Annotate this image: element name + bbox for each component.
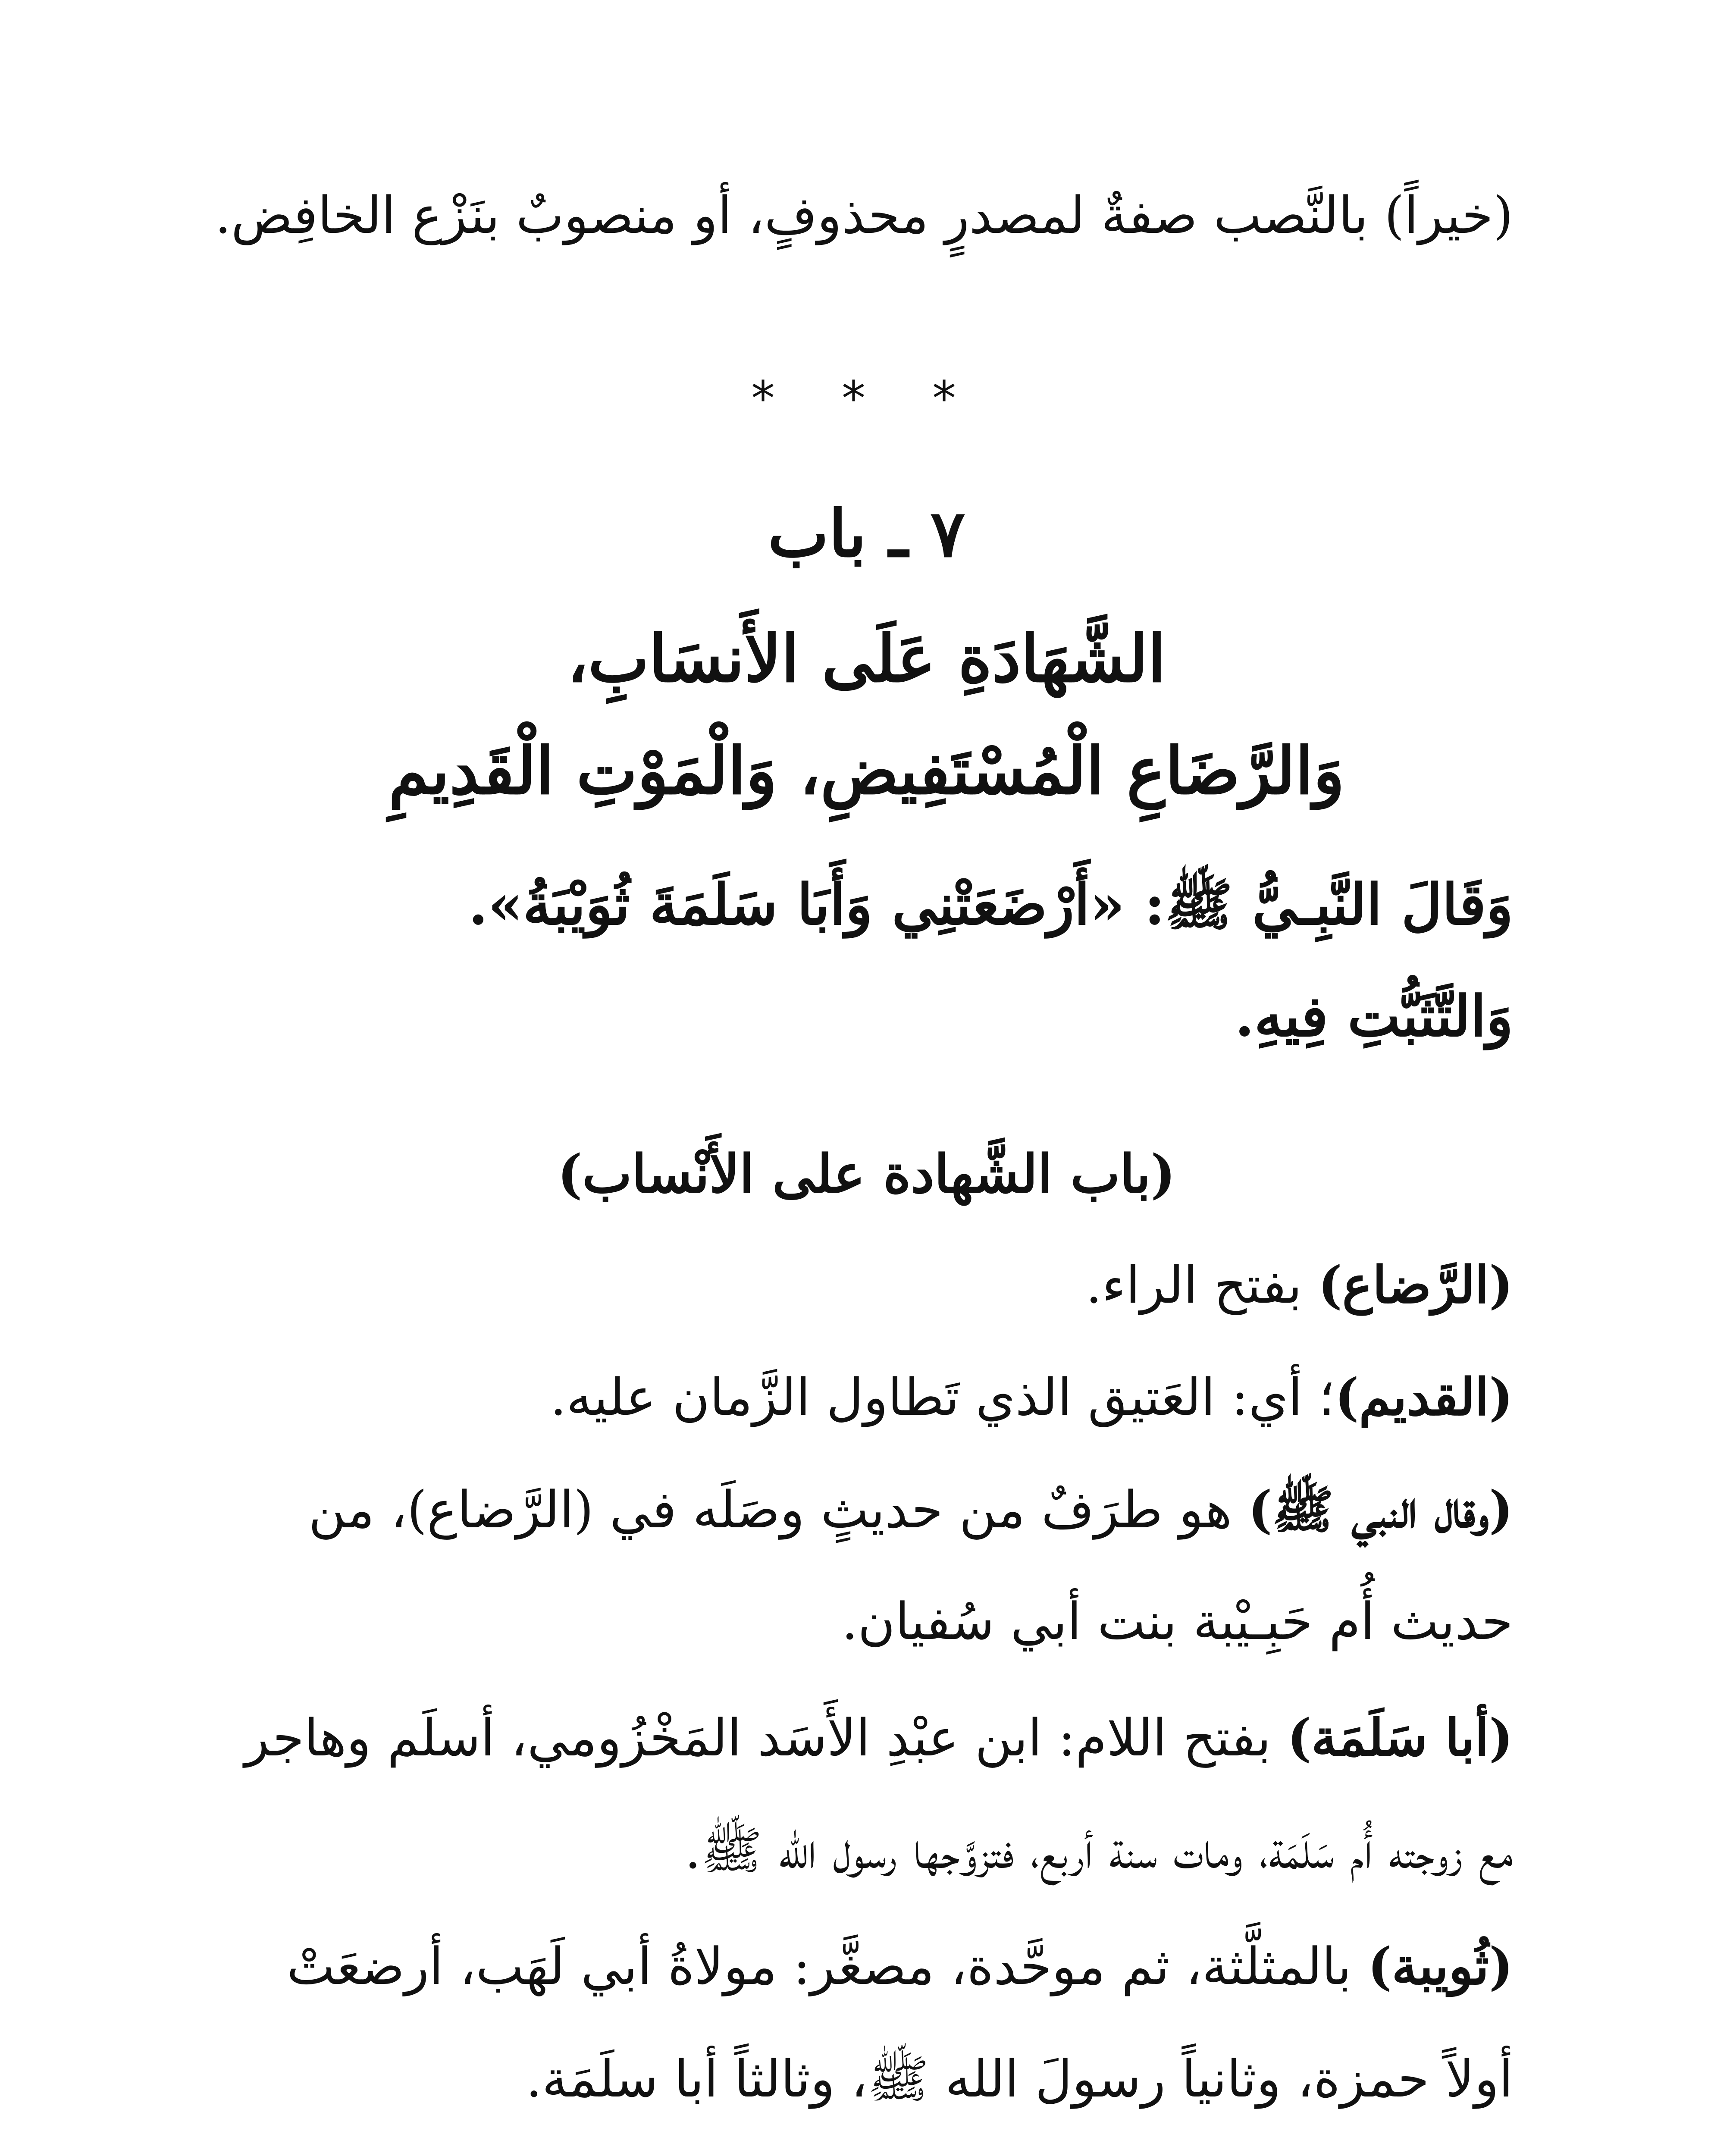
commentary-text: بفتح الراء.	[1085, 1255, 1318, 1315]
hadith-text-line-2: وَالتَّثَبُّتِ فِيهِ.	[1235, 983, 1513, 1049]
commentary-line-4	[842, 1591, 1513, 1651]
chapter-title-line-1: الشَّهَادَةِ عَلَى الأَنسَابِ،	[567, 621, 1166, 697]
hadith-text-line-1: وَقَالَ النَّبِـيُّ ﷺ: «أَرْضَعَتْنِي وَأَبَا سَلَمَةَ ثُوَيْبَةُ».	[468, 871, 1513, 937]
commentary-text: بالمثلَّثة، ثم موحَّدة، مصغَّر: مولاةُ أبي لَهَب، أرضعَتْ	[287, 1937, 1368, 1996]
commentary-line-7	[287, 1936, 1513, 1996]
separator-top: * * *	[751, 371, 982, 426]
commentary-line-2	[550, 1367, 1513, 1427]
commentary-term: (الرَّضاع)	[1318, 1255, 1513, 1315]
commentary-text: ؛ أي: العَتيق الذي تَطاول الزَّمان عليه.	[550, 1367, 1335, 1427]
commentary-text: هو طرَفٌ من حديثٍ وصَلَه في (الرَّضاع)، من	[308, 1480, 1248, 1539]
commentary-text: بفتح اللام: ابن عبْدِ الأَسَد المَخْزُومي، أسلَم وهاجر	[244, 1708, 1288, 1767]
chapter-number: ٧ ـ باب	[768, 496, 965, 572]
commentary-text: مع زوجته أُم سَلَمَة، ومات سنة أربع، فتزوَّجها رسول الله ﷺ.	[685, 1821, 1513, 1880]
commentary-text: أولاً حمزة، وثانياً رسولَ الله ﷺ، وثالثاً أبا سلَمَة.	[526, 2049, 1513, 2109]
commentary-term: (ثُويبة)	[1367, 1936, 1513, 1996]
commentary-heading: (باب الشَّهادة على الأَنْساب)	[557, 1143, 1176, 1205]
chapter-title-line-2: وَالرَّضَاعِ الْمُسْتَفِيضِ، وَالْمَوْتِ الْقَدِيمِ	[388, 733, 1345, 809]
commentary-line-5	[244, 1708, 1513, 1767]
commentary-term: (أبا سَلَمَة)	[1287, 1708, 1513, 1767]
commentary-line-3	[308, 1479, 1513, 1553]
commentary-line-8	[526, 2048, 1513, 2122]
commentary-term: (وقال النبي ﷺ)	[1248, 1479, 1513, 1539]
top-line: (خيراً) بالنَّصب صفةٌ لمصدرٍ محذوفٍ، أو منصوبٌ بنَزْع الخافِض.	[215, 185, 1513, 245]
commentary-line-6	[685, 1820, 1513, 1893]
commentary-text: حديث أُم حَبِـيْبة بنت أبي سُفيان.	[841, 1592, 1513, 1651]
commentary-line-1	[1086, 1255, 1513, 1315]
commentary-term: (القديم)	[1335, 1367, 1513, 1427]
